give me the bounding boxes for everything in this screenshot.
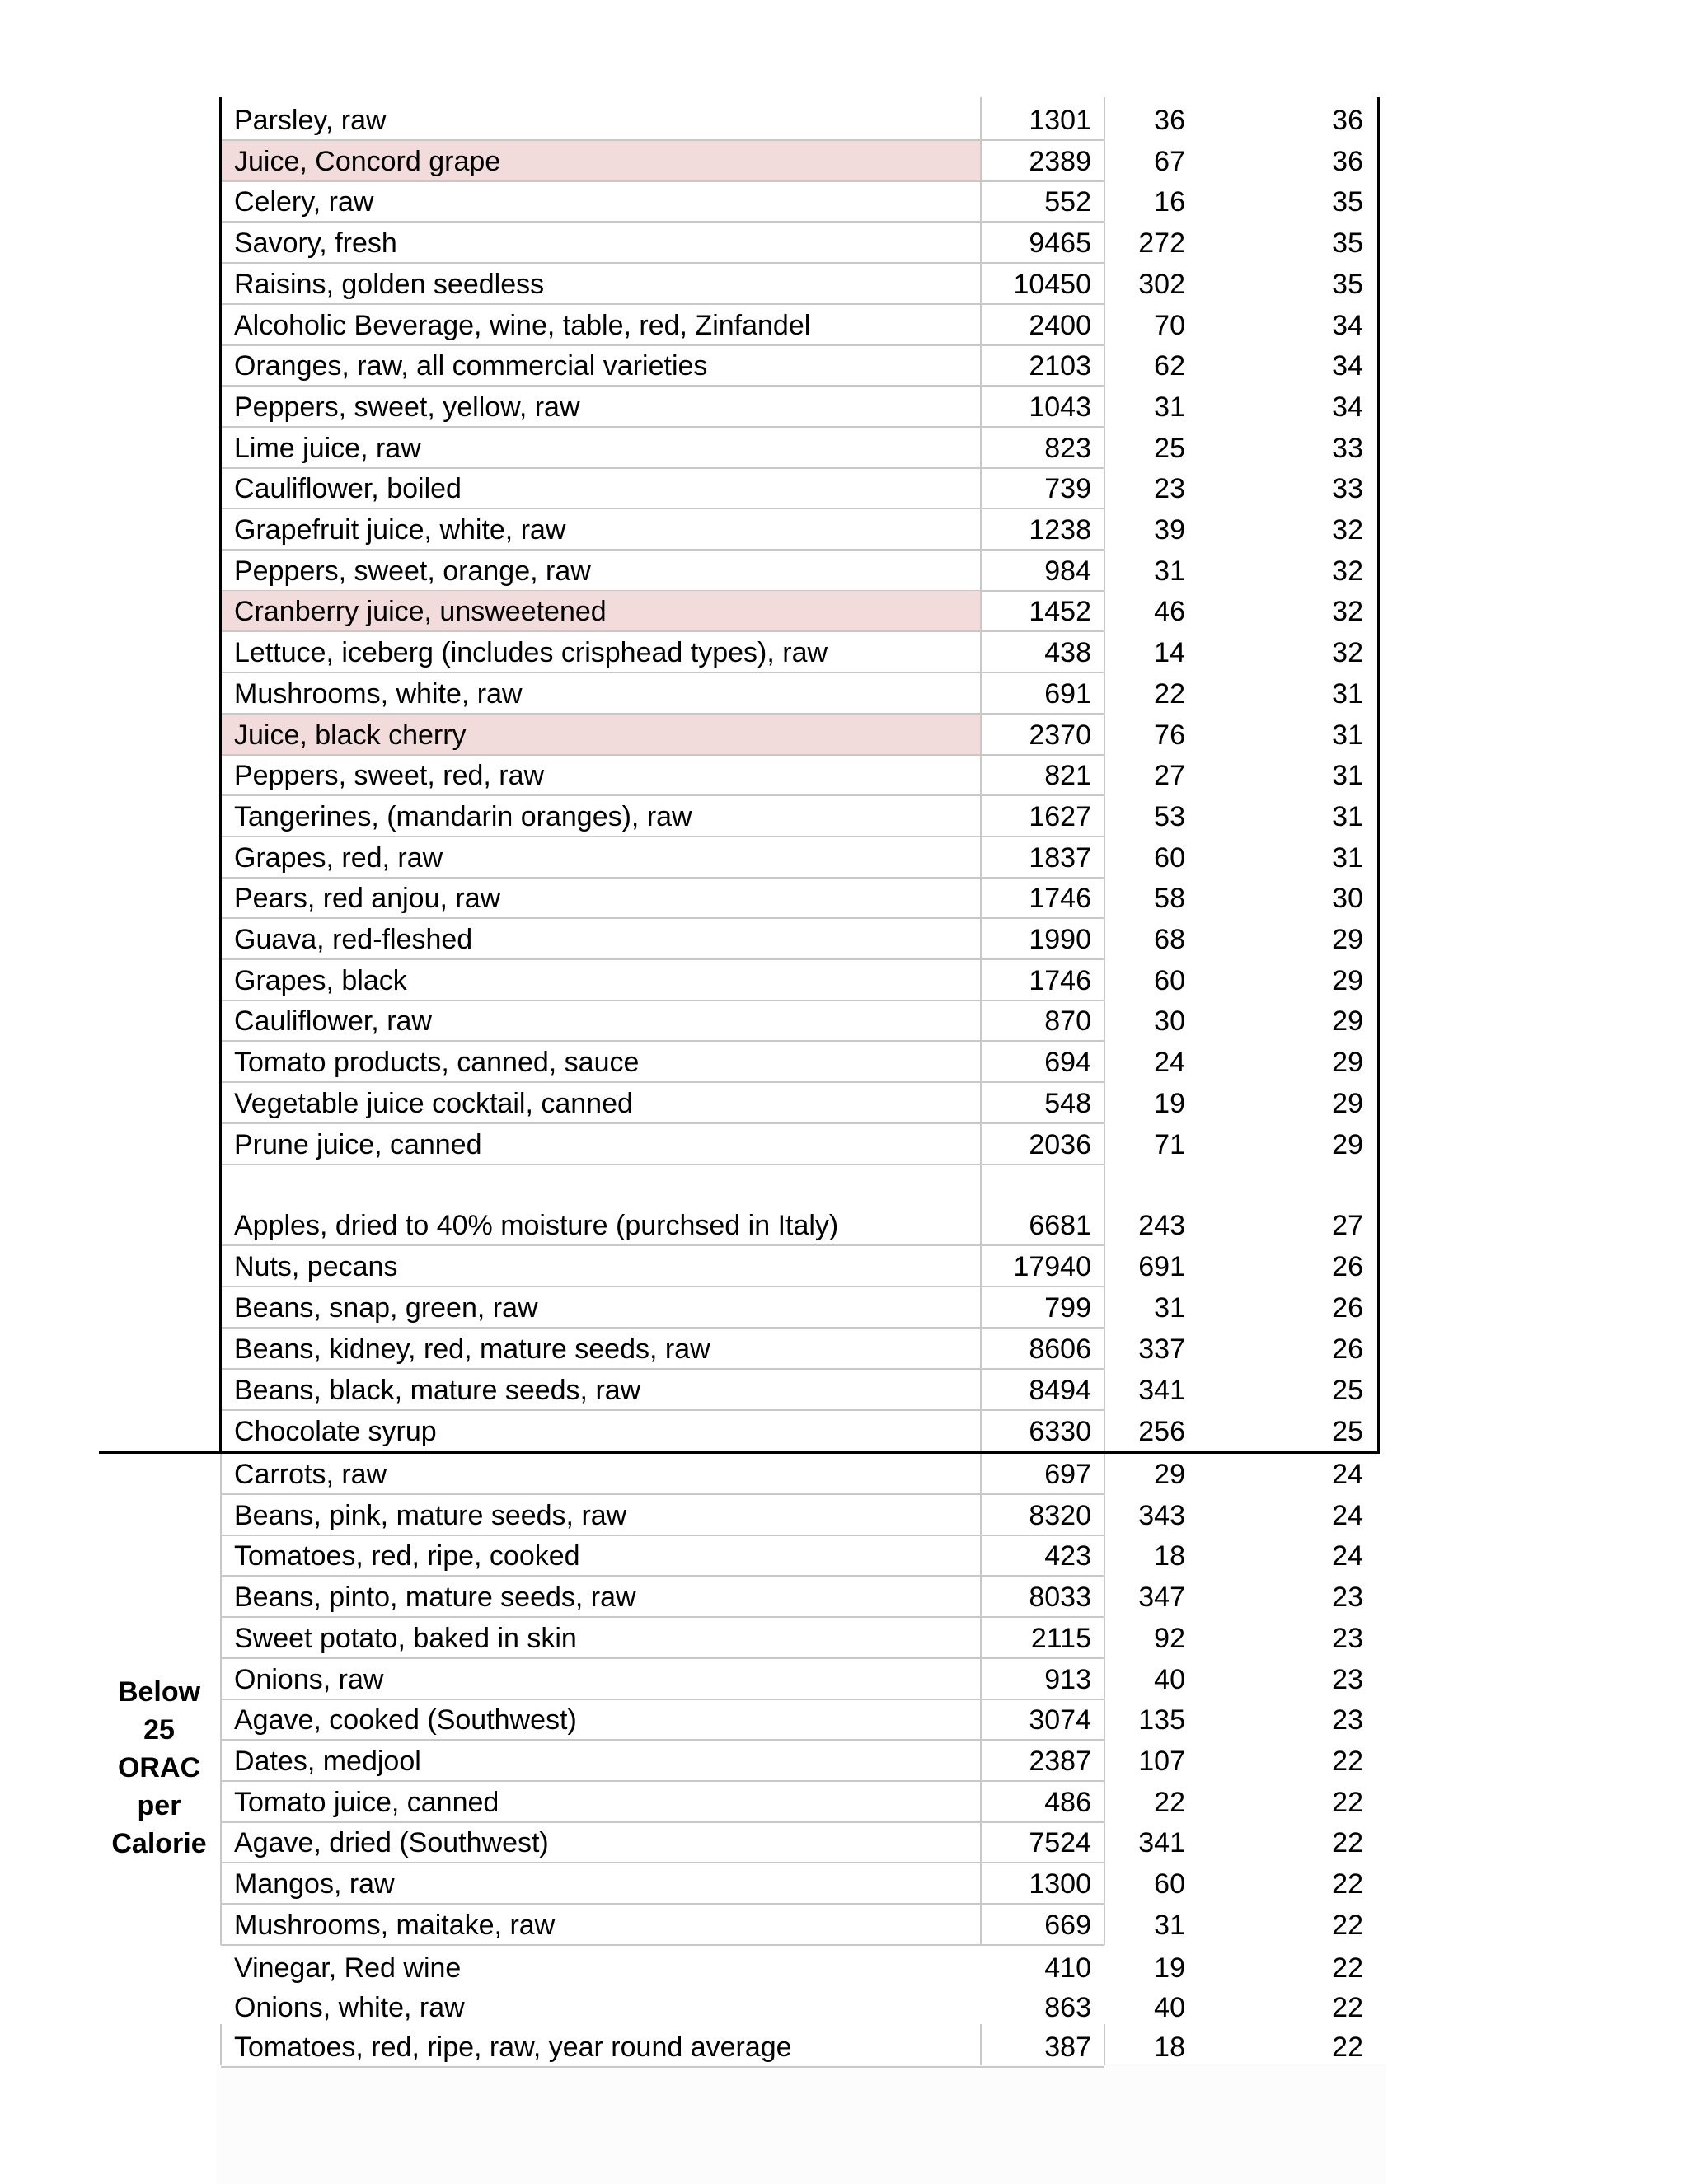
- calories-cell: 19: [1154, 1952, 1185, 1984]
- calories-cell: 19: [1154, 1087, 1185, 1119]
- orac-value-cell: 863: [1044, 1992, 1091, 2023]
- table-row: [0, 1287, 1688, 1329]
- orac-per-calorie-cell: 27: [1332, 1210, 1363, 1241]
- calories-cell: 16: [1154, 186, 1185, 218]
- orac-per-calorie-cell: 24: [1332, 1540, 1363, 1572]
- calories-cell: 92: [1154, 1622, 1185, 1654]
- orac-value-cell: 2370: [981, 715, 1104, 756]
- table-row: [0, 878, 1688, 919]
- orac-value-cell: 821: [981, 755, 1104, 796]
- calories-cell: 135: [1138, 1704, 1185, 1736]
- table-row: [0, 591, 1688, 632]
- orac-per-calorie-cell: 24: [1332, 1459, 1363, 1490]
- table-row: [0, 428, 1688, 469]
- table-row: [0, 1947, 1688, 1989]
- column-divider-orac-calories: [1104, 2024, 1105, 2065]
- orac-value-cell: 387: [981, 2027, 1104, 2068]
- food-name-cell: Onions, white, raw: [234, 1992, 465, 2023]
- calories-cell: 22: [1154, 677, 1185, 710]
- food-name-cell: Alcoholic Beverage, wine, table, red, Zinfandel: [221, 305, 981, 346]
- orac-value-cell: 1452: [981, 591, 1104, 632]
- orac-value-cell: 870: [981, 1001, 1104, 1042]
- calories-cell: 30: [1154, 1005, 1185, 1038]
- table-row: [0, 1329, 1688, 1370]
- orac-per-calorie-cell: 35: [1332, 227, 1363, 260]
- food-name-cell: Beans, pink, mature seeds, raw: [221, 1495, 981, 1536]
- orac-value-cell: 739: [981, 468, 1104, 509]
- orac-value-cell: 486: [981, 1782, 1104, 1823]
- food-name-cell: Raisins, golden seedless: [221, 264, 981, 305]
- food-name-cell: Tomatoes, red, ripe, cooked: [221, 1535, 981, 1577]
- food-name-cell: Cranberry juice, unsweetened: [221, 591, 981, 632]
- food-name-cell: Carrots, raw: [221, 1454, 981, 1495]
- orac-value-cell: 6681: [981, 1205, 1104, 1246]
- calories-cell: 18: [1154, 1540, 1185, 1572]
- food-name-cell: Lettuce, iceberg (includes crisphead types), raw: [221, 632, 981, 673]
- food-name-cell: Oranges, raw, all commercial varieties: [221, 345, 981, 387]
- calories-cell: 107: [1138, 1745, 1185, 1777]
- orac-value-cell: 17940: [981, 1246, 1104, 1287]
- orac-value-cell: 2389: [981, 141, 1104, 182]
- orac-per-calorie-cell: 23: [1332, 1622, 1363, 1654]
- orac-per-calorie-cell: 34: [1332, 391, 1363, 423]
- orac-per-calorie-cell: 31: [1332, 760, 1363, 792]
- orac-per-calorie-cell: 35: [1332, 268, 1363, 300]
- orac-per-calorie-cell: 34: [1332, 309, 1363, 341]
- orac-value-cell: 1746: [981, 878, 1104, 919]
- food-name-cell: Apples, dried to 40% moisture (purchsed in Italy): [221, 1205, 981, 1246]
- calories-cell: 18: [1154, 2032, 1185, 2063]
- orac-value-cell: 10450: [981, 264, 1104, 305]
- food-name-cell: Onions, raw: [221, 1659, 981, 1700]
- orac-per-calorie-cell: 29: [1332, 1047, 1363, 1079]
- table-row: [0, 387, 1688, 428]
- calories-cell: 343: [1138, 1499, 1185, 1531]
- food-name-cell: Beans, kidney, red, mature seeds, raw: [221, 1329, 981, 1370]
- food-name-cell: Beans, pinto, mature seeds, raw: [221, 1577, 981, 1618]
- section-label-below-25: [99, 1673, 219, 1863]
- table-row: [0, 1535, 1688, 1577]
- table-row: [0, 1001, 1688, 1042]
- food-name-cell: Beans, black, mature seeds, raw: [221, 1370, 981, 1411]
- table-row: [0, 1741, 1688, 1782]
- food-name-cell: Parsley, raw: [221, 100, 981, 141]
- orac-per-calorie-cell: 32: [1332, 555, 1363, 587]
- orac-value-cell: 3074: [981, 1699, 1104, 1741]
- calories-cell: 71: [1154, 1128, 1185, 1160]
- orac-value-cell: 1837: [981, 837, 1104, 879]
- orac-per-calorie-cell: 23: [1332, 1663, 1363, 1695]
- food-name-cell: Tangerines, (mandarin oranges), raw: [221, 796, 981, 837]
- orac-per-calorie-cell: 25: [1332, 1416, 1363, 1447]
- orac-value-cell: 2387: [981, 1741, 1104, 1782]
- table-row: [0, 100, 1688, 141]
- food-name-cell: Beans, snap, green, raw: [221, 1287, 981, 1329]
- calories-cell: 67: [1154, 145, 1185, 177]
- table-row: [0, 755, 1688, 796]
- orac-per-calorie-cell: 32: [1332, 514, 1363, 546]
- orac-value-cell: 1990: [981, 919, 1104, 960]
- food-name-cell: Lime juice, raw: [221, 428, 981, 469]
- food-name-cell: Peppers, sweet, yellow, raw: [221, 387, 981, 428]
- table-row: [0, 468, 1688, 509]
- food-name-cell: Chocolate syrup: [221, 1411, 981, 1452]
- table-row: [0, 1205, 1688, 1246]
- calories-cell: 76: [1154, 719, 1185, 751]
- table-row: [0, 181, 1688, 223]
- orac-value-cell: 423: [981, 1535, 1104, 1577]
- table-row: [0, 551, 1688, 592]
- orac-per-calorie-cell: 22: [1332, 1952, 1363, 1984]
- table-row: [0, 1618, 1688, 1659]
- food-name-cell: Cauliflower, raw: [221, 1001, 981, 1042]
- calories-cell: 341: [1138, 1827, 1185, 1859]
- table-row: [0, 1411, 1688, 1452]
- calories-cell: 347: [1138, 1582, 1185, 1614]
- table-row: [0, 305, 1688, 346]
- table-row: [0, 2027, 1688, 2068]
- food-name-cell: Vinegar, Red wine: [234, 1952, 462, 1984]
- food-name-cell: Tomato products, canned, sauce: [221, 1042, 981, 1083]
- table-row: [0, 919, 1688, 960]
- section-label-line: ORAC: [117, 1752, 201, 1783]
- table-left-border: [219, 97, 222, 1453]
- food-name-cell: Grapes, black: [221, 960, 981, 1001]
- table-row: [0, 509, 1688, 551]
- table-row: [0, 1370, 1688, 1411]
- calories-cell: 29: [1154, 1459, 1185, 1490]
- food-name-cell: Agave, dried (Southwest): [221, 1822, 981, 1863]
- table-row: [0, 1659, 1688, 1700]
- orac-per-calorie-cell: 33: [1332, 473, 1363, 505]
- food-name-cell: Peppers, sweet, red, raw: [221, 755, 981, 796]
- orac-per-calorie-cell: 22: [1332, 1827, 1363, 1859]
- calories-cell: 60: [1154, 1868, 1185, 1900]
- food-name-cell: Pears, red anjou, raw: [221, 878, 981, 919]
- table-left-gridline: [220, 2024, 222, 2065]
- table-row: [0, 1042, 1688, 1083]
- table-row: [0, 1699, 1688, 1741]
- section-separator-line: [99, 1451, 1380, 1454]
- orac-value-cell: 1746: [981, 960, 1104, 1001]
- table-right-border: [1377, 97, 1380, 1453]
- food-name-cell: Agave, cooked (Southwest): [221, 1699, 981, 1741]
- orac-value-cell: 552: [981, 181, 1104, 223]
- table-row: [0, 796, 1688, 837]
- calories-cell: 36: [1154, 105, 1185, 136]
- orac-value-cell: 1300: [981, 1863, 1104, 1905]
- food-name-cell: Celery, raw: [221, 181, 981, 223]
- food-name-cell: Savory, fresh: [221, 223, 981, 264]
- calories-cell: 39: [1154, 514, 1185, 546]
- orac-per-calorie-cell: 29: [1332, 924, 1363, 955]
- orac-value-cell: 8320: [981, 1495, 1104, 1536]
- calories-cell: 337: [1138, 1333, 1185, 1365]
- orac-value-cell: 1627: [981, 796, 1104, 837]
- orac-per-calorie-cell: 26: [1332, 1333, 1363, 1365]
- calories-cell: 60: [1154, 964, 1185, 996]
- orac-value-cell: 438: [981, 632, 1104, 673]
- table-row: [0, 345, 1688, 387]
- orac-per-calorie-cell: 22: [1332, 1909, 1363, 1941]
- calories-cell: 256: [1138, 1416, 1185, 1447]
- table-row: [0, 1246, 1688, 1287]
- food-name-cell: Mushrooms, maitake, raw: [221, 1905, 981, 1946]
- section-label-line: per: [137, 1790, 181, 1821]
- food-name-cell: Cauliflower, boiled: [221, 468, 981, 509]
- table-row: [0, 960, 1688, 1001]
- orac-value-cell: 6330: [981, 1411, 1104, 1452]
- food-name-cell: Grapes, red, raw: [221, 837, 981, 879]
- food-name-cell: Juice, black cherry: [221, 715, 981, 756]
- calories-cell: 60: [1154, 841, 1185, 874]
- table-row: [0, 1083, 1688, 1124]
- food-name-cell: Guava, red-fleshed: [221, 919, 981, 960]
- food-name-cell: Tomatoes, red, ripe, raw, year round average: [221, 2027, 981, 2068]
- orac-per-calorie-cell: 36: [1332, 145, 1363, 177]
- calories-cell: 31: [1154, 555, 1185, 587]
- table-row: [0, 715, 1688, 756]
- table-row: [0, 673, 1688, 715]
- table-row: [0, 1124, 1688, 1165]
- orac-per-calorie-cell: 32: [1332, 637, 1363, 669]
- orac-per-calorie-cell: 22: [1332, 1786, 1363, 1818]
- orac-value-cell: 7524: [981, 1822, 1104, 1863]
- table-row: [0, 632, 1688, 673]
- orac-value-cell: 1043: [981, 387, 1104, 428]
- orac-per-calorie-cell: 29: [1332, 964, 1363, 996]
- orac-per-calorie-cell: 36: [1332, 105, 1363, 136]
- orac-value-cell: 799: [981, 1287, 1104, 1329]
- table-row: [0, 141, 1688, 182]
- calories-cell: 62: [1154, 350, 1185, 382]
- orac-per-calorie-cell: 31: [1332, 677, 1363, 710]
- orac-per-calorie-cell: 31: [1332, 800, 1363, 832]
- calories-cell: 31: [1154, 1292, 1185, 1324]
- calories-cell: 40: [1154, 1663, 1185, 1695]
- food-name-cell: Vegetable juice cocktail, canned: [221, 1083, 981, 1124]
- food-name-cell: Sweet potato, baked in skin: [221, 1618, 981, 1659]
- calories-cell: 70: [1154, 309, 1185, 341]
- calories-cell: 24: [1154, 1047, 1185, 1079]
- table-row: [0, 1782, 1688, 1823]
- orac-per-calorie-cell: 22: [1332, 2032, 1363, 2063]
- column-divider-orac-calories: [1104, 97, 1105, 1945]
- orac-value-cell: 1238: [981, 509, 1104, 551]
- food-name-cell: Juice, Concord grape: [221, 141, 981, 182]
- table-row: [0, 837, 1688, 879]
- orac-per-calorie-cell: 26: [1332, 1251, 1363, 1282]
- calories-cell: 23: [1154, 473, 1185, 505]
- calories-cell: 14: [1154, 637, 1185, 669]
- food-name-cell: Prune juice, canned: [221, 1124, 981, 1165]
- orac-per-calorie-cell: 24: [1332, 1499, 1363, 1531]
- orac-per-calorie-cell: 22: [1332, 1868, 1363, 1900]
- orac-value-cell: 2036: [981, 1124, 1104, 1165]
- calories-cell: 53: [1154, 800, 1185, 832]
- table-row: [0, 1822, 1688, 1863]
- orac-value-cell: 669: [981, 1905, 1104, 1946]
- calories-cell: 302: [1138, 268, 1185, 300]
- food-name-cell: Peppers, sweet, orange, raw: [221, 551, 981, 592]
- orac-value-cell: 8494: [981, 1370, 1104, 1411]
- orac-value-cell: 913: [981, 1659, 1104, 1700]
- orac-per-calorie-cell: 29: [1332, 1128, 1363, 1160]
- orac-per-calorie-cell: 33: [1332, 432, 1363, 464]
- orac-per-calorie-cell: 22: [1332, 1992, 1363, 2023]
- orac-per-calorie-cell: 31: [1332, 719, 1363, 751]
- calories-cell: 341: [1138, 1375, 1185, 1406]
- orac-value-cell: 984: [981, 551, 1104, 592]
- table-row: [0, 1495, 1688, 1536]
- orac-value-cell: 2400: [981, 305, 1104, 346]
- table-row: [0, 223, 1688, 264]
- orac-value-cell: 410: [1044, 1952, 1091, 1984]
- table-row: [0, 1454, 1688, 1495]
- orac-value-cell: 8606: [981, 1329, 1104, 1370]
- orac-per-calorie-cell: 26: [1332, 1292, 1363, 1324]
- orac-per-calorie-cell: 31: [1332, 841, 1363, 874]
- orac-per-calorie-cell: 29: [1332, 1005, 1363, 1038]
- calories-cell: 27: [1154, 760, 1185, 792]
- orac-per-calorie-cell: 32: [1332, 596, 1363, 628]
- food-name-cell: Mangos, raw: [221, 1863, 981, 1905]
- orac-per-calorie-cell: 35: [1332, 186, 1363, 218]
- orac-per-calorie-cell: 23: [1332, 1582, 1363, 1614]
- table-left-gridline: [220, 1453, 222, 1945]
- food-name-cell: Tomato juice, canned: [221, 1782, 981, 1823]
- food-name-cell: Dates, medjool: [221, 1741, 981, 1782]
- orac-per-calorie-cell: 25: [1332, 1375, 1363, 1406]
- calories-cell: 25: [1154, 432, 1185, 464]
- table-row: [0, 1863, 1688, 1905]
- orac-value-cell: 548: [981, 1083, 1104, 1124]
- section-label-line: Below: [117, 1676, 201, 1708]
- column-divider-name-orac: [980, 97, 982, 1945]
- orac-value-cell: 694: [981, 1042, 1104, 1083]
- orac-per-calorie-cell: 22: [1332, 1745, 1363, 1777]
- orac-value-cell: 8033: [981, 1577, 1104, 1618]
- orac-value-cell: 697: [981, 1454, 1104, 1495]
- orac-value-cell: 9465: [981, 223, 1104, 264]
- column-divider-name-orac: [980, 2024, 982, 2065]
- food-name-cell: Mushrooms, white, raw: [221, 673, 981, 715]
- calories-cell: 46: [1154, 596, 1185, 628]
- orac-per-calorie-cell: 23: [1332, 1704, 1363, 1736]
- calories-cell: 272: [1138, 227, 1185, 260]
- calories-cell: 31: [1154, 1909, 1185, 1941]
- section-label-line: Calorie: [111, 1828, 207, 1859]
- calories-cell: 68: [1154, 924, 1185, 955]
- calories-cell: 243: [1138, 1210, 1185, 1241]
- table-row: [0, 264, 1688, 305]
- table-row: [0, 1987, 1688, 2028]
- orac-value-cell: 2103: [981, 345, 1104, 387]
- table-row: [0, 1905, 1688, 1946]
- orac-per-calorie-cell: 29: [1332, 1087, 1363, 1119]
- orac-value-cell: 1301: [981, 100, 1104, 141]
- orac-per-calorie-cell: 34: [1332, 350, 1363, 382]
- calories-cell: 40: [1154, 1992, 1185, 2023]
- food-name-cell: Grapefruit juice, white, raw: [221, 509, 981, 551]
- orac-per-calorie-cell: 30: [1332, 883, 1363, 915]
- orac-value-cell: 2115: [981, 1618, 1104, 1659]
- food-name-cell: Nuts, pecans: [221, 1246, 981, 1287]
- calories-cell: 22: [1154, 1786, 1185, 1818]
- orac-value-cell: 691: [981, 673, 1104, 715]
- table-row: [0, 1577, 1688, 1618]
- orac-value-cell: 823: [981, 428, 1104, 469]
- calories-cell: 691: [1138, 1251, 1185, 1282]
- section-label-line: 25: [143, 1714, 175, 1746]
- calories-cell: 58: [1154, 883, 1185, 915]
- calories-cell: 31: [1154, 391, 1185, 423]
